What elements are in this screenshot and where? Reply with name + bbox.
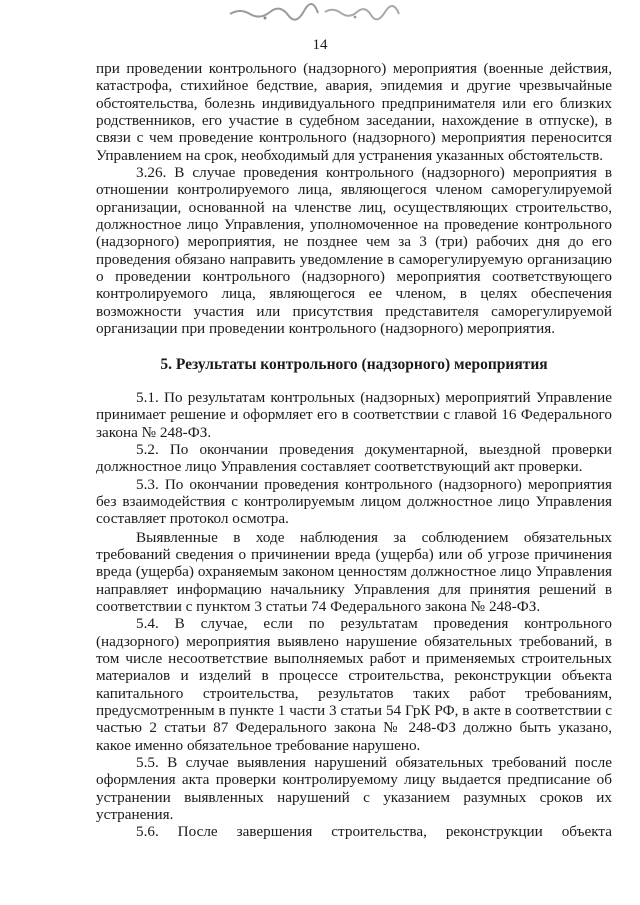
scan-artifact-mark [225,2,415,24]
paragraph-5-2: 5.2. По окончании проведения документарной, выездной проверки должностное лицо Управления составляет соответствующий акт проверки. [96,440,612,476]
section-heading: 5. Результаты контрольного (надзорного) мероприятия [160,355,548,373]
paragraph-3-26: 3.26. В случае проведения контрольного (надзорного) мероприятия в отношении контролируемого лица, являющегося членом саморегулируемой организации, основанной на членстве лиц, осуществляющих строительство, должностное лицо Управления, уполномоченное на проведение контрольного (надзорного) мероприятия, не позднее чем за 3 (три) рабочих дня до его проведения обязано направить уведомление в саморегулируемую организацию о проведении контрольного (надзорного) мероприятия соответствующего контролируемого лица, являющегося ее членом, в целях обеспечения возможности участия или присутствия представителя саморегулируемой организации при проведении контрольного (надзорного) мероприятия. [96,164,612,338]
page-number: 14 [312,37,328,53]
paragraph-observation: Выявленные в ходе наблюдения за соблюдением обязательных требований сведения о причинении вреда (ущерба) или об угрозе причинения вреда (ущерба) охраняемым законом ценностям должностное лицо Управления направляет информацию начальнику Управления для принятия решений в соответствии с пунктом 3 статьи 74 Федерального закона № 248-ФЗ. [96,528,612,615]
paragraph-5-1: 5.1. По результатам контрольных (надзорных) мероприятий Управление принимает решение и оформляет его в соответствии с главой 16 Федерального закона № 248-ФЗ. [96,388,612,441]
paragraph-5-5: 5.5. В случае выявления нарушений обязательных требований после оформления акта проверки контролируемому лицу выдается предписание об устранении выявленных нарушений с указанием разумных сроков их устранения. [96,754,612,824]
paragraph-continued: при проведении контрольного (надзорного) мероприятия (военные действия, катастрофа, стихийное бедствие, авария, эпидемия и другие чрезвычайные обстоятельства, болезнь индивидуального предпринимателя или его близких родственников, его участие в судебном заседании, нахождение в отпуске), в связи с чем проведение контрольного (надзорного) мероприятия переносится Управлением на срок, необходимый для устранения указанных обстоятельств. [96,60,612,164]
paragraph-5-6: 5.6. После завершения строительства, реконструкции объекта [136,823,612,841]
paragraph-5-3: 5.3. По окончании проведения контрольного (надзорного) мероприятия без взаимодействия с контролируемым лицом должностное лицо Управления составляет протокол осмотра. [96,475,612,528]
document-body [96,60,612,841]
paragraph-5-4: 5.4. В случае, если по результатам проведения контрольного (надзорного) мероприятия выявлено нарушение обязательных требований, в том числе несоответствие выполняемых работ и применяемых строительных материалов и изделий в процессе строительства, реконструкции объекта капитального строительства, результатов таких работ требованиям, предусмотренным в пункте 1 части 3 статьи 54 ГрК РФ, в акте в соответствии с частью 2 статьи 87 Федерального закона № 248-ФЗ должно быть указано, какое именно обязательное требование нарушено. [96,615,612,754]
